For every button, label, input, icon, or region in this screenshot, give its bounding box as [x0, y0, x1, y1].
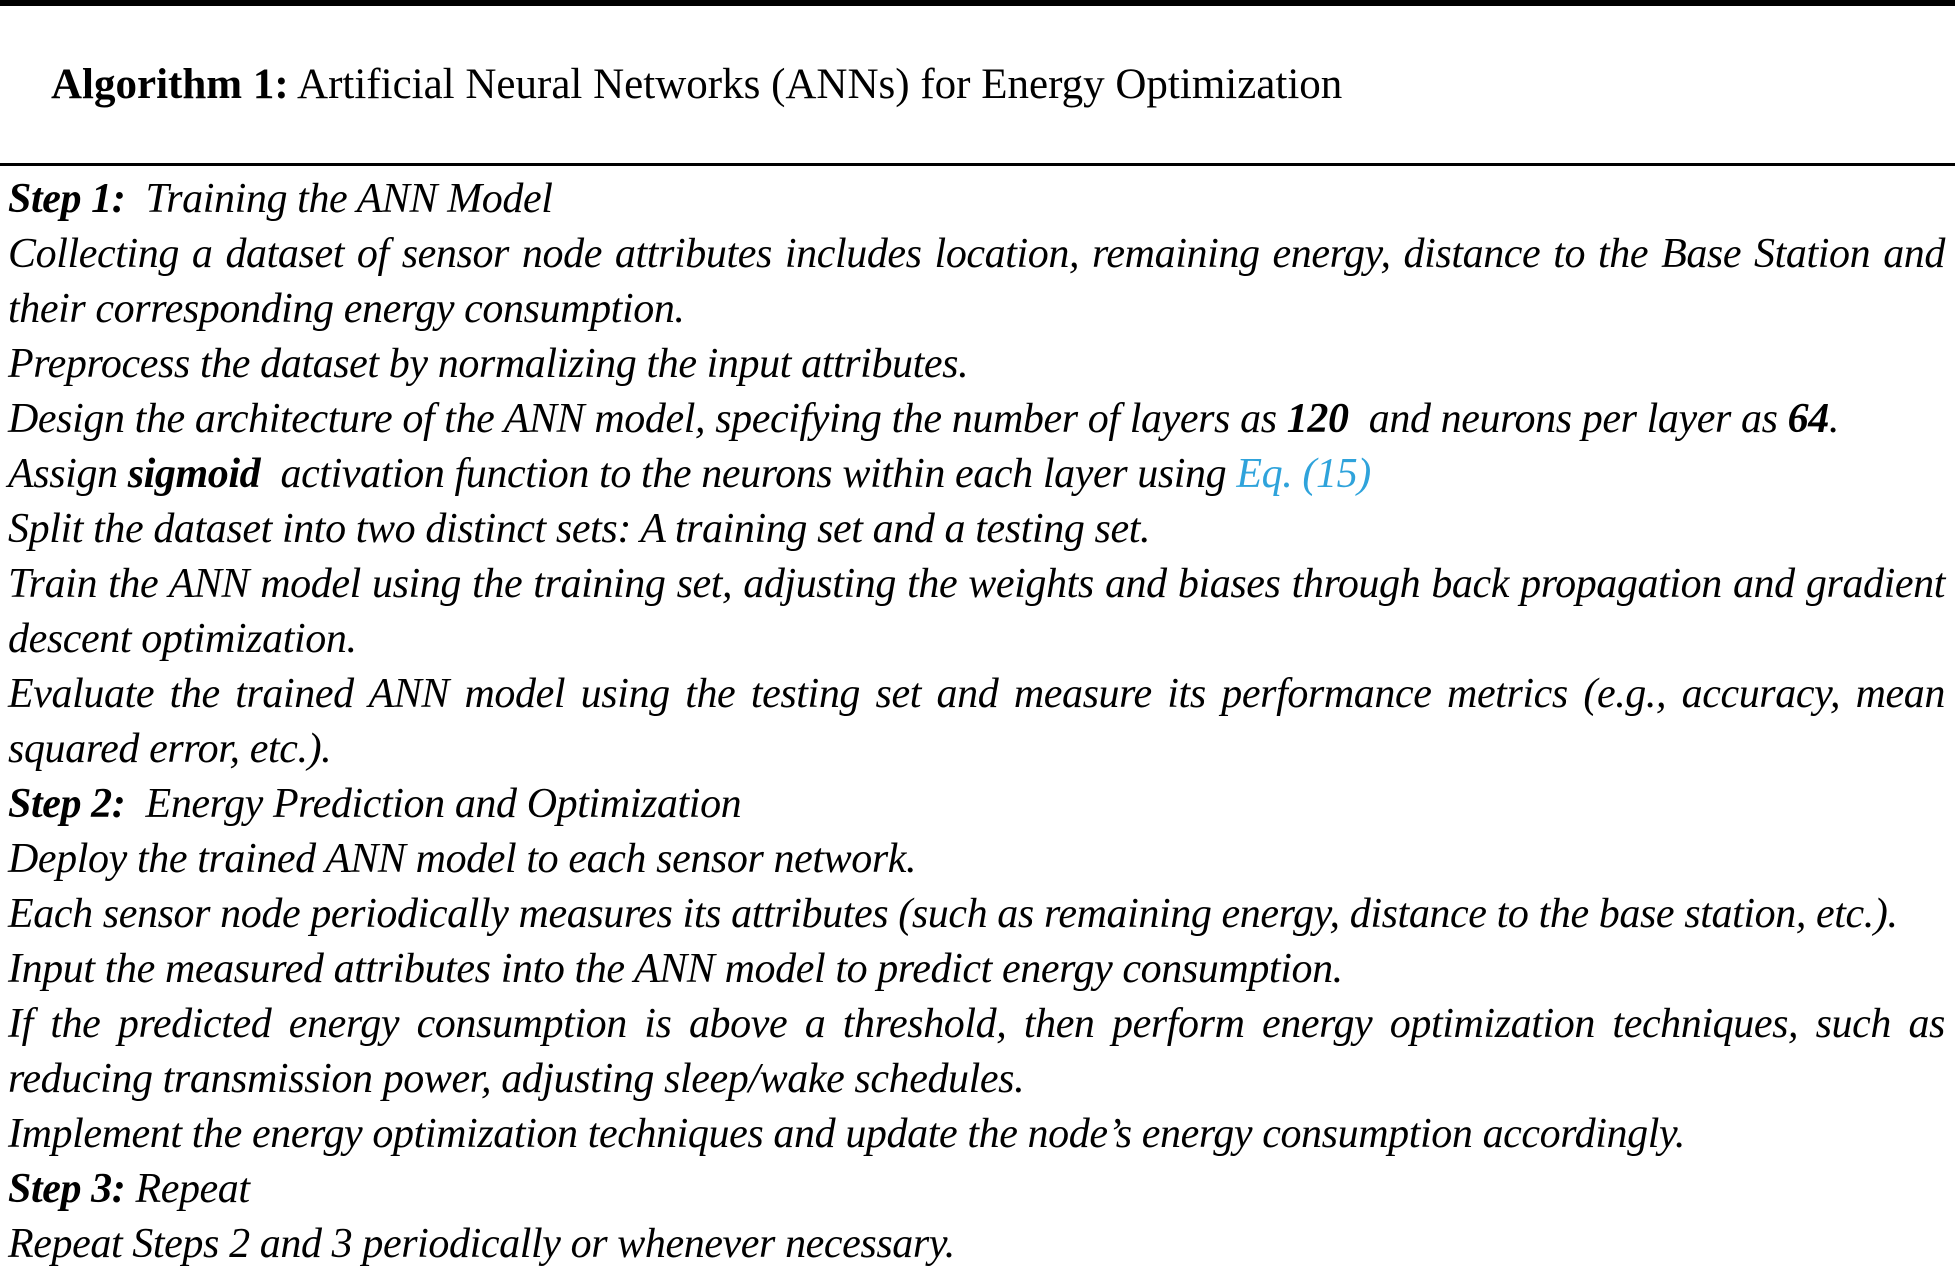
algorithm-line	[8, 667, 1955, 777]
line-text: Each sensor node periodically measures its attributes (such as remaining energy, distance to the base station, etc.).	[8, 891, 1898, 937]
algorithm-line	[8, 942, 1945, 997]
line-text: Evaluate the trained ANN model using the testing set and measure its performance metrics (e.g., accuracy, mean squared error, etc.).	[8, 671, 1955, 772]
line-text: Deploy the trained ANN model to each sensor network.	[8, 836, 917, 882]
algorithm-line	[8, 502, 1945, 557]
line-text: Implement the energy optimization techniques and update the node’s energy consumption accordingly.	[8, 1111, 1685, 1157]
algorithm-line	[8, 777, 1945, 832]
line-text: Energy Prediction and Optimization	[125, 781, 742, 827]
algorithm-line	[8, 557, 1955, 667]
line-text: Preprocess the dataset by normalizing the input attributes.	[8, 341, 969, 387]
algorithm-number-label: Algorithm 1:	[51, 61, 289, 108]
algorithm-line	[8, 447, 1945, 502]
algorithm-line	[8, 1217, 1945, 1266]
line-text: Assign	[8, 451, 128, 497]
bold-value: sigmoid	[127, 451, 261, 497]
algorithm-line	[8, 227, 1955, 337]
step-label: Step 1:	[8, 176, 126, 222]
line-text: Training the ANN Model	[125, 176, 553, 222]
step-label: Step 3:	[8, 1166, 126, 1212]
line-text: Repeat	[125, 1166, 250, 1212]
algorithm-line	[8, 392, 1945, 447]
line-text: Split the dataset into two distinct sets: A training set and a testing set.	[8, 506, 1151, 552]
line-text: Repeat Steps 2 and 3 periodically or whenever necessary.	[8, 1221, 955, 1266]
line-text: activation function to the neurons within each layer using	[260, 451, 1237, 497]
eq-reference-link[interactable]: Eq. (15)	[1236, 451, 1371, 497]
algorithm-line	[8, 832, 1945, 887]
algorithm-body	[0, 166, 1955, 1266]
line-text: Collecting a dataset of sensor node attributes includes location, remaining energy, distance to the Base Station and their corresponding energy consumption.	[8, 231, 1955, 332]
line-text: If the predicted energy consumption is above a threshold, then perform energy optimization techniques, such as reducing transmission power, adjusting sleep/wake schedules.	[8, 1001, 1955, 1102]
bold-value: 120	[1286, 396, 1349, 442]
line-text: Train the ANN model using the training set, adjusting the weights and biases through back propagation and gradient descent optimization.	[8, 561, 1955, 662]
line-text: and neurons per layer as	[1348, 396, 1788, 442]
algorithm-line	[8, 172, 1945, 227]
line-text: .	[1828, 396, 1839, 442]
line-text: Input the measured attributes into the ANN model to predict energy consumption.	[8, 946, 1343, 992]
bold-value: 64	[1787, 396, 1829, 442]
algorithm-header	[0, 6, 1955, 163]
algorithm-line	[8, 887, 1945, 942]
algorithm-title: Artificial Neural Networks (ANNs) for Energy Optimization	[288, 61, 1343, 108]
algorithm-line	[8, 337, 1945, 392]
algorithm-line	[8, 1162, 1945, 1217]
line-text: Design the architecture of the ANN model, specifying the number of layers as	[8, 396, 1287, 442]
algorithm-line	[8, 997, 1955, 1107]
algorithm-line	[8, 1107, 1945, 1162]
step-label: Step 2:	[8, 781, 126, 827]
